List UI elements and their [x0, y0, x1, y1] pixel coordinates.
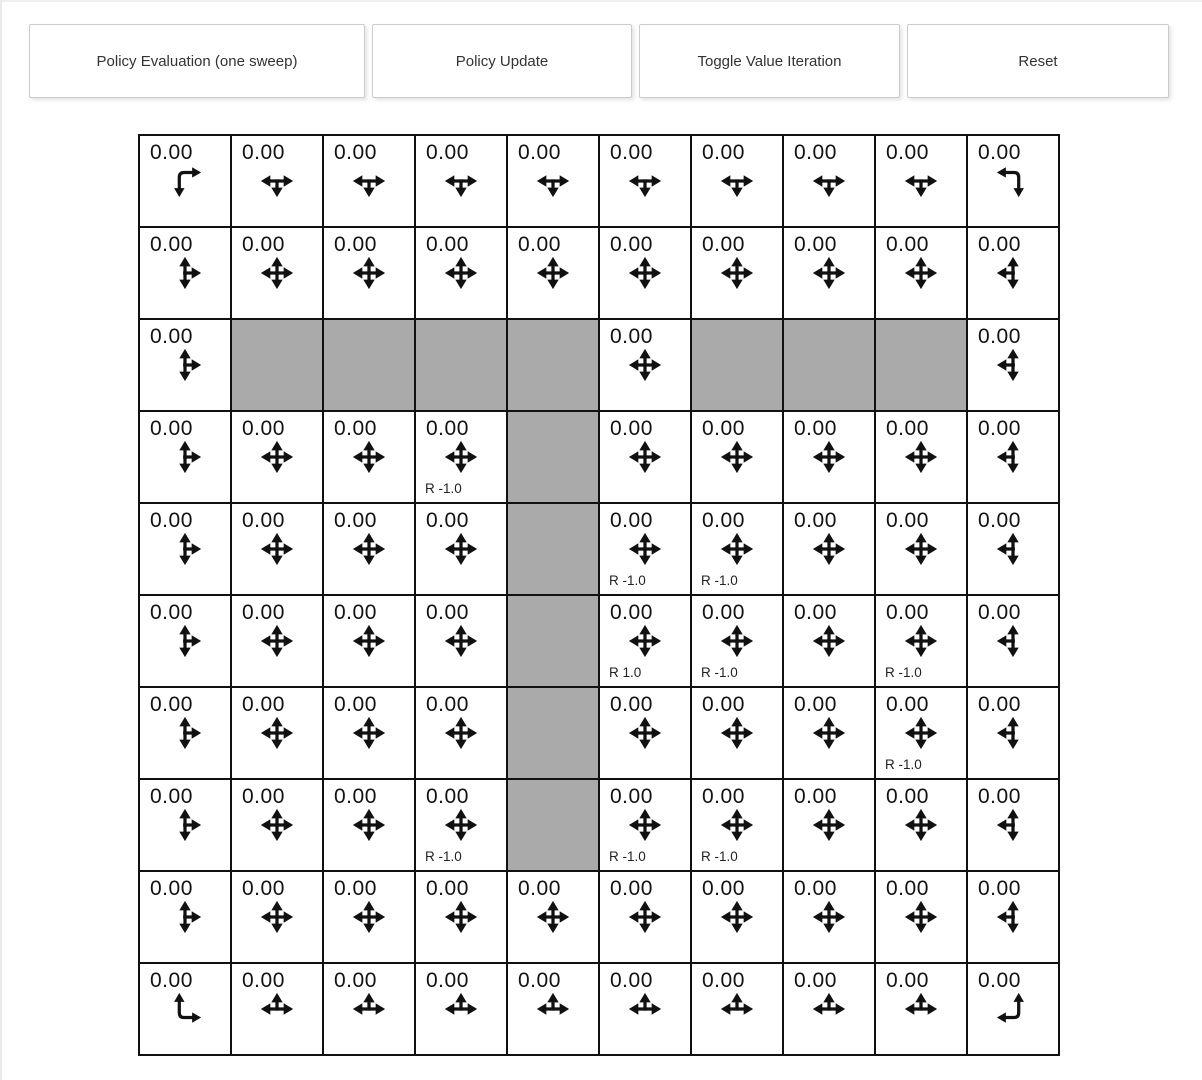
grid-cell — [140, 412, 230, 502]
reward-label: R -1.0 — [885, 757, 922, 772]
policy-arrows-icon — [718, 162, 756, 200]
toolbar — [29, 24, 1169, 98]
grid-cell — [232, 412, 322, 502]
toggle-value-iteration-button[interactable]: Toggle Value Iteration — [639, 24, 900, 98]
reward-label: R -1.0 — [425, 481, 462, 496]
policy-evaluation-button[interactable]: Policy Evaluation (one sweep) — [29, 24, 365, 98]
grid-cell — [324, 504, 414, 594]
cell-value: 0.00 — [150, 509, 193, 532]
grid-cell — [600, 596, 690, 686]
wall-cell — [508, 596, 598, 686]
grid-cell — [600, 320, 690, 410]
wall-cell — [416, 320, 506, 410]
grid-cell — [324, 136, 414, 226]
policy-arrows-icon — [350, 898, 388, 936]
grid-cell — [784, 596, 874, 686]
policy-arrows-icon — [258, 990, 296, 1028]
grid-cell — [324, 688, 414, 778]
policy-arrows-icon — [994, 622, 1032, 660]
cell-value: 0.00 — [150, 785, 193, 808]
cell-value: 0.00 — [702, 601, 745, 624]
wall-cell — [692, 320, 782, 410]
cell-value: 0.00 — [610, 969, 653, 992]
cell-value: 0.00 — [334, 785, 377, 808]
policy-arrows-icon — [718, 254, 756, 292]
grid-cell — [876, 964, 966, 1054]
grid-cell — [232, 688, 322, 778]
grid-cell — [968, 872, 1058, 962]
grid-cell — [600, 228, 690, 318]
cell-value: 0.00 — [334, 969, 377, 992]
grid-cell — [232, 964, 322, 1054]
policy-arrows-icon — [166, 806, 204, 844]
grid-cell — [692, 412, 782, 502]
policy-arrows-icon — [442, 162, 480, 200]
cell-value: 0.00 — [242, 969, 285, 992]
reward-label: R -1.0 — [609, 573, 646, 588]
wall-cell — [508, 412, 598, 502]
wall-cell — [508, 780, 598, 870]
grid-cell — [876, 412, 966, 502]
grid-cell — [968, 504, 1058, 594]
grid-cell — [784, 688, 874, 778]
wall-cell — [876, 320, 966, 410]
reward-label: R -1.0 — [701, 573, 738, 588]
policy-arrows-icon — [902, 714, 940, 752]
grid-cell — [140, 504, 230, 594]
cell-value: 0.00 — [886, 785, 929, 808]
cell-value: 0.00 — [702, 693, 745, 716]
policy-arrows-icon — [902, 990, 940, 1028]
policy-arrows-icon — [902, 806, 940, 844]
cell-value: 0.00 — [978, 969, 1021, 992]
cell-value: 0.00 — [886, 509, 929, 532]
grid-cell — [324, 596, 414, 686]
policy-arrows-icon — [810, 622, 848, 660]
grid-cell — [968, 688, 1058, 778]
policy-arrows-icon — [166, 438, 204, 476]
wall-cell — [508, 688, 598, 778]
grid-cell — [416, 412, 506, 502]
cell-value: 0.00 — [794, 417, 837, 440]
grid-cell — [600, 872, 690, 962]
policy-arrows-icon — [902, 898, 940, 936]
policy-arrows-icon — [166, 162, 204, 200]
cell-value: 0.00 — [610, 785, 653, 808]
grid-cell — [140, 320, 230, 410]
policy-arrows-icon — [166, 254, 204, 292]
policy-arrows-icon — [166, 622, 204, 660]
policy-arrows-icon — [902, 622, 940, 660]
cell-value: 0.00 — [426, 141, 469, 164]
policy-arrows-icon — [350, 162, 388, 200]
policy-arrows-icon — [810, 898, 848, 936]
grid-cell — [876, 136, 966, 226]
policy-arrows-icon — [994, 254, 1032, 292]
policy-arrows-icon — [994, 806, 1032, 844]
policy-arrows-icon — [902, 438, 940, 476]
cell-value: 0.00 — [886, 417, 929, 440]
wall-cell — [232, 320, 322, 410]
cell-value: 0.00 — [886, 141, 929, 164]
policy-arrows-icon — [258, 714, 296, 752]
cell-value: 0.00 — [794, 509, 837, 532]
policy-arrows-icon — [994, 438, 1032, 476]
policy-arrows-icon — [442, 530, 480, 568]
cell-value: 0.00 — [978, 693, 1021, 716]
reward-label: R 1.0 — [609, 665, 642, 680]
cell-value: 0.00 — [426, 601, 469, 624]
cell-value: 0.00 — [978, 877, 1021, 900]
cell-value: 0.00 — [518, 877, 561, 900]
grid-cell — [232, 780, 322, 870]
grid-cell — [140, 596, 230, 686]
grid-cell — [508, 964, 598, 1054]
policy-arrows-icon — [994, 530, 1032, 568]
grid-cell — [968, 596, 1058, 686]
wall-cell — [508, 320, 598, 410]
policy-arrows-icon — [626, 162, 664, 200]
grid-cell — [784, 504, 874, 594]
cell-value: 0.00 — [334, 693, 377, 716]
cell-value: 0.00 — [978, 325, 1021, 348]
policy-arrows-icon — [258, 622, 296, 660]
cell-value: 0.00 — [242, 877, 285, 900]
policy-arrows-icon — [258, 162, 296, 200]
policy-arrows-icon — [350, 714, 388, 752]
cell-value: 0.00 — [886, 601, 929, 624]
policy-arrows-icon — [626, 438, 664, 476]
cell-value: 0.00 — [610, 693, 653, 716]
policy-arrows-icon — [166, 990, 204, 1028]
policy-arrows-icon — [534, 162, 572, 200]
cell-value: 0.00 — [886, 969, 929, 992]
grid-cell — [324, 412, 414, 502]
cell-value: 0.00 — [334, 141, 377, 164]
grid-cell — [600, 780, 690, 870]
cell-value: 0.00 — [702, 785, 745, 808]
grid-cell — [416, 504, 506, 594]
reward-label: R -1.0 — [885, 665, 922, 680]
policy-arrows-icon — [442, 898, 480, 936]
grid-cell — [876, 872, 966, 962]
cell-value: 0.00 — [518, 233, 561, 256]
policy-arrows-icon — [902, 162, 940, 200]
grid-cell — [232, 228, 322, 318]
cell-value: 0.00 — [610, 141, 653, 164]
grid-cell — [692, 228, 782, 318]
gridworld-grid — [138, 134, 1060, 1056]
cell-value: 0.00 — [886, 877, 929, 900]
grid-cell — [232, 504, 322, 594]
wall-cell — [324, 320, 414, 410]
policy-arrows-icon — [718, 530, 756, 568]
policy-arrows-icon — [626, 622, 664, 660]
grid-cell — [140, 228, 230, 318]
policy-arrows-icon — [994, 346, 1032, 384]
cell-value: 0.00 — [610, 877, 653, 900]
cell-value: 0.00 — [702, 509, 745, 532]
grid-cell — [416, 688, 506, 778]
grid-cell — [140, 688, 230, 778]
grid-cell — [968, 228, 1058, 318]
cell-value: 0.00 — [978, 417, 1021, 440]
policy-arrows-icon — [258, 898, 296, 936]
policy-update-button[interactable]: Policy Update — [372, 24, 632, 98]
grid-cell — [140, 780, 230, 870]
policy-arrows-icon — [994, 162, 1032, 200]
grid-cell — [876, 780, 966, 870]
cell-value: 0.00 — [794, 877, 837, 900]
policy-arrows-icon — [534, 990, 572, 1028]
policy-arrows-icon — [166, 530, 204, 568]
grid-cell — [232, 136, 322, 226]
policy-arrows-icon — [534, 254, 572, 292]
cell-value: 0.00 — [242, 601, 285, 624]
cell-value: 0.00 — [150, 969, 193, 992]
grid-cell — [784, 228, 874, 318]
cell-value: 0.00 — [150, 877, 193, 900]
policy-arrows-icon — [350, 530, 388, 568]
policy-arrows-icon — [350, 990, 388, 1028]
grid-cell — [784, 872, 874, 962]
grid-cell — [692, 504, 782, 594]
cell-value: 0.00 — [610, 601, 653, 624]
cell-value: 0.00 — [334, 233, 377, 256]
policy-arrows-icon — [810, 254, 848, 292]
cell-value: 0.00 — [426, 417, 469, 440]
policy-arrows-icon — [166, 346, 204, 384]
grid-cell — [784, 412, 874, 502]
cell-value: 0.00 — [334, 877, 377, 900]
grid-cell — [600, 688, 690, 778]
grid-cell — [416, 872, 506, 962]
grid-cell — [692, 780, 782, 870]
policy-arrows-icon — [442, 990, 480, 1028]
cell-value: 0.00 — [242, 141, 285, 164]
grid-cell — [416, 136, 506, 226]
grid-cell — [232, 872, 322, 962]
cell-value: 0.00 — [794, 601, 837, 624]
grid-cell — [140, 872, 230, 962]
wall-cell — [508, 504, 598, 594]
cell-value: 0.00 — [242, 233, 285, 256]
grid-cell — [876, 688, 966, 778]
policy-arrows-icon — [626, 898, 664, 936]
cell-value: 0.00 — [794, 785, 837, 808]
policy-arrows-icon — [626, 346, 664, 384]
grid-cell — [692, 872, 782, 962]
cell-value: 0.00 — [150, 141, 193, 164]
cell-value: 0.00 — [978, 141, 1021, 164]
policy-arrows-icon — [994, 990, 1032, 1028]
grid-cell — [784, 136, 874, 226]
grid-cell — [968, 780, 1058, 870]
reward-label: R -1.0 — [701, 665, 738, 680]
cell-value: 0.00 — [150, 233, 193, 256]
policy-arrows-icon — [442, 254, 480, 292]
grid-cell — [784, 964, 874, 1054]
policy-arrows-icon — [350, 806, 388, 844]
cell-value: 0.00 — [426, 877, 469, 900]
cell-value: 0.00 — [150, 693, 193, 716]
grid-cell — [600, 136, 690, 226]
reward-label: R -1.0 — [609, 849, 646, 864]
grid-cell — [784, 780, 874, 870]
cell-value: 0.00 — [702, 877, 745, 900]
policy-arrows-icon — [810, 806, 848, 844]
cell-value: 0.00 — [150, 417, 193, 440]
grid-cell — [232, 596, 322, 686]
cell-value: 0.00 — [886, 693, 929, 716]
grid-cell — [416, 780, 506, 870]
grid-cell — [416, 228, 506, 318]
policy-arrows-icon — [718, 714, 756, 752]
policy-arrows-icon — [810, 530, 848, 568]
policy-arrows-icon — [902, 254, 940, 292]
cell-value: 0.00 — [610, 417, 653, 440]
policy-arrows-icon — [442, 714, 480, 752]
cell-value: 0.00 — [518, 141, 561, 164]
policy-arrows-icon — [902, 530, 940, 568]
policy-arrows-icon — [626, 990, 664, 1028]
policy-arrows-icon — [810, 162, 848, 200]
policy-arrows-icon — [534, 898, 572, 936]
grid-cell — [968, 964, 1058, 1054]
policy-arrows-icon — [718, 622, 756, 660]
policy-arrows-icon — [718, 806, 756, 844]
grid-cell — [324, 228, 414, 318]
wall-cell — [784, 320, 874, 410]
cell-value: 0.00 — [978, 509, 1021, 532]
reset-button[interactable]: Reset — [907, 24, 1169, 98]
cell-value: 0.00 — [978, 785, 1021, 808]
cell-value: 0.00 — [426, 693, 469, 716]
cell-value: 0.00 — [702, 969, 745, 992]
grid-cell — [968, 320, 1058, 410]
grid-cell — [968, 136, 1058, 226]
cell-value: 0.00 — [794, 969, 837, 992]
reward-label: R -1.0 — [425, 849, 462, 864]
policy-arrows-icon — [166, 714, 204, 752]
grid-cell — [324, 872, 414, 962]
cell-value: 0.00 — [242, 417, 285, 440]
cell-value: 0.00 — [978, 601, 1021, 624]
cell-value: 0.00 — [794, 233, 837, 256]
grid-cell — [876, 228, 966, 318]
grid-cell — [416, 964, 506, 1054]
policy-arrows-icon — [258, 806, 296, 844]
cell-value: 0.00 — [794, 693, 837, 716]
cell-value: 0.00 — [426, 509, 469, 532]
grid-cell — [324, 780, 414, 870]
policy-arrows-icon — [718, 898, 756, 936]
policy-arrows-icon — [626, 714, 664, 752]
reward-label: R -1.0 — [701, 849, 738, 864]
grid-cell — [508, 136, 598, 226]
cell-value: 0.00 — [886, 233, 929, 256]
policy-arrows-icon — [350, 254, 388, 292]
cell-value: 0.00 — [334, 509, 377, 532]
grid-cell — [692, 964, 782, 1054]
cell-value: 0.00 — [334, 601, 377, 624]
grid-cell — [324, 964, 414, 1054]
grid-cell — [600, 412, 690, 502]
cell-value: 0.00 — [242, 785, 285, 808]
policy-arrows-icon — [626, 254, 664, 292]
cell-value: 0.00 — [610, 509, 653, 532]
grid-cell — [876, 596, 966, 686]
cell-value: 0.00 — [150, 325, 193, 348]
grid-cell — [600, 504, 690, 594]
cell-value: 0.00 — [334, 417, 377, 440]
grid-cell — [508, 872, 598, 962]
policy-arrows-icon — [350, 438, 388, 476]
cell-value: 0.00 — [978, 233, 1021, 256]
grid-cell — [140, 136, 230, 226]
policy-arrows-icon — [258, 254, 296, 292]
policy-arrows-icon — [258, 438, 296, 476]
grid-cell — [600, 964, 690, 1054]
grid-cell — [140, 964, 230, 1054]
policy-arrows-icon — [626, 530, 664, 568]
cell-value: 0.00 — [242, 509, 285, 532]
policy-arrows-icon — [442, 622, 480, 660]
grid-cell — [692, 596, 782, 686]
grid-cell — [876, 504, 966, 594]
cell-value: 0.00 — [702, 417, 745, 440]
policy-arrows-icon — [718, 438, 756, 476]
policy-arrows-icon — [442, 806, 480, 844]
cell-value: 0.00 — [610, 233, 653, 256]
grid-cell — [416, 596, 506, 686]
policy-arrows-icon — [810, 990, 848, 1028]
cell-value: 0.00 — [794, 141, 837, 164]
policy-arrows-icon — [258, 530, 296, 568]
policy-arrows-icon — [994, 714, 1032, 752]
cell-value: 0.00 — [242, 693, 285, 716]
cell-value: 0.00 — [426, 969, 469, 992]
policy-arrows-icon — [718, 990, 756, 1028]
cell-value: 0.00 — [150, 601, 193, 624]
policy-arrows-icon — [626, 806, 664, 844]
grid-cell — [508, 228, 598, 318]
policy-arrows-icon — [166, 898, 204, 936]
policy-arrows-icon — [810, 714, 848, 752]
policy-arrows-icon — [350, 622, 388, 660]
policy-arrows-icon — [994, 898, 1032, 936]
policy-arrows-icon — [442, 438, 480, 476]
cell-value: 0.00 — [702, 233, 745, 256]
cell-value: 0.00 — [518, 969, 561, 992]
grid-cell — [968, 412, 1058, 502]
cell-value: 0.00 — [426, 233, 469, 256]
policy-arrows-icon — [810, 438, 848, 476]
cell-value: 0.00 — [702, 141, 745, 164]
cell-value: 0.00 — [610, 325, 653, 348]
grid-cell — [692, 688, 782, 778]
grid-cell — [692, 136, 782, 226]
cell-value: 0.00 — [426, 785, 469, 808]
